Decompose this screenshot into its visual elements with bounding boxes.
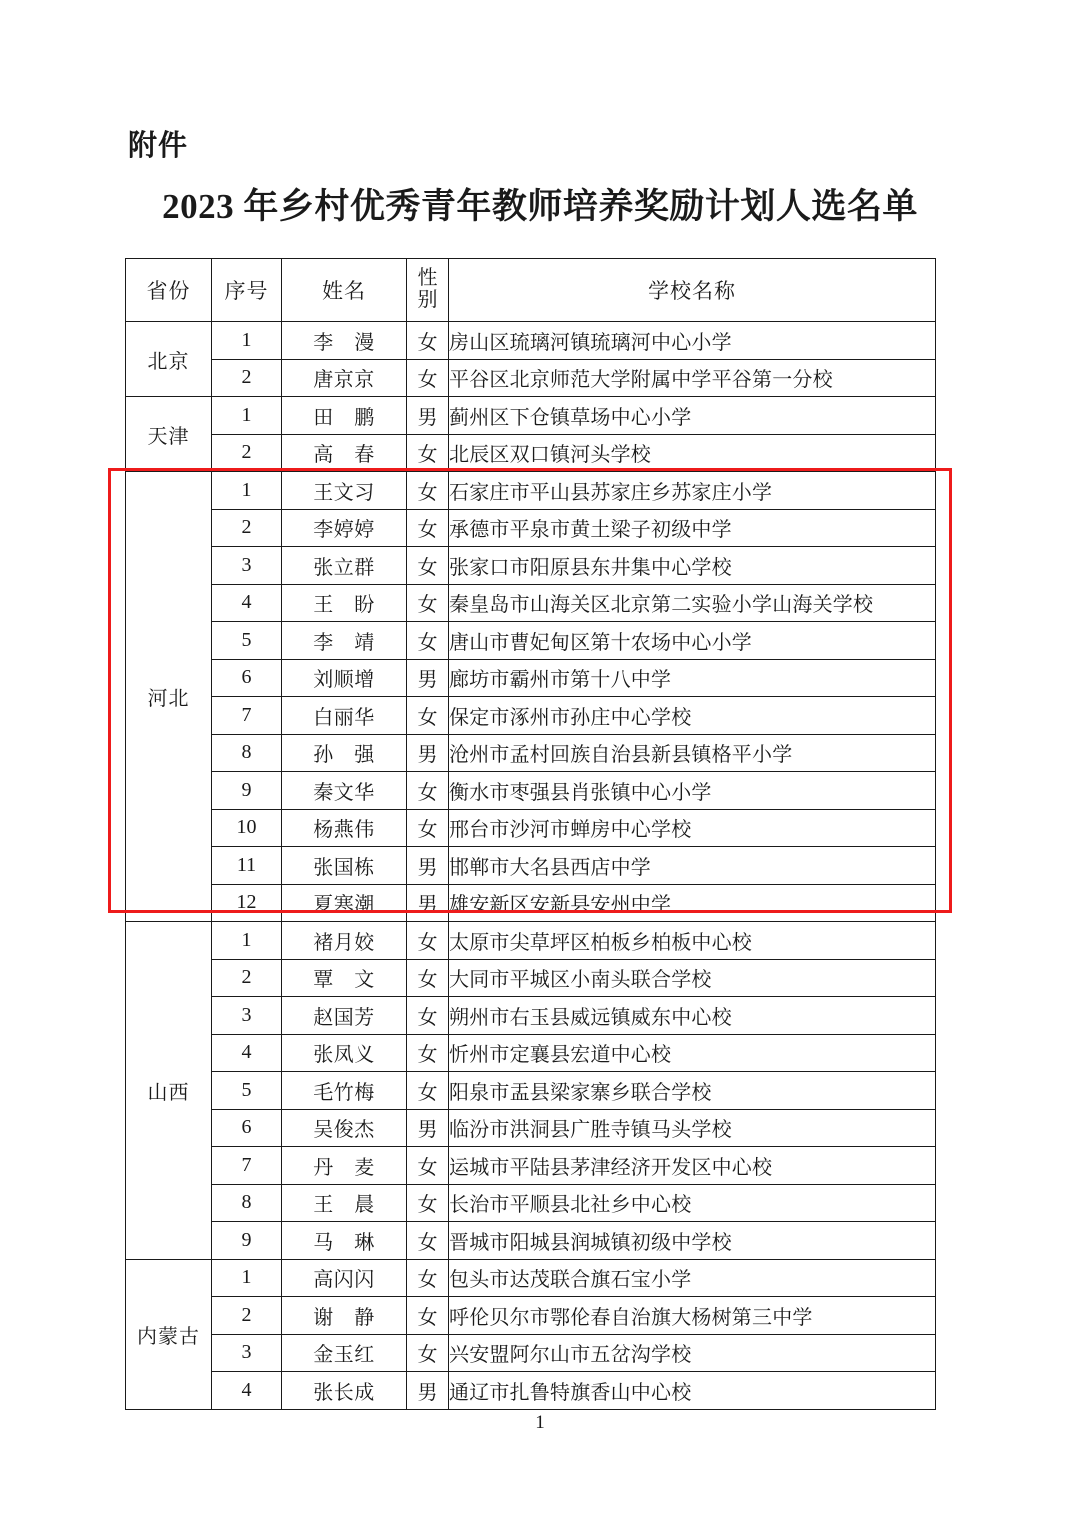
cell-sex: 女 [407, 809, 449, 847]
cell-name: 覃 文 [282, 959, 407, 997]
cell-name: 吴俊杰 [282, 1109, 407, 1147]
cell-school: 廊坊市霸州市第十八中学 [449, 659, 936, 697]
cell-name: 毛竹梅 [282, 1072, 407, 1110]
cell-school: 忻州市定襄县宏道中心校 [449, 1034, 936, 1072]
cell-name: 李婷婷 [282, 509, 407, 547]
cell-name: 高 春 [282, 434, 407, 472]
cell-name: 张长成 [282, 1372, 407, 1410]
cell-index: 7 [212, 1147, 282, 1185]
cell-school: 包头市达茂联合旗石宝小学 [449, 1259, 936, 1297]
cell-school: 衡水市枣强县肖张镇中心小学 [449, 772, 936, 810]
cell-name: 李 漫 [282, 322, 407, 360]
cell-sex: 女 [407, 1072, 449, 1110]
cell-school: 临汾市洪洞县广胜寺镇马头学校 [449, 1109, 936, 1147]
cell-index: 12 [212, 884, 282, 922]
cell-index: 10 [212, 809, 282, 847]
cell-sex: 女 [407, 1334, 449, 1372]
roster-table [125, 258, 936, 1410]
cell-sex: 男 [407, 734, 449, 772]
cell-index: 8 [212, 734, 282, 772]
table-row [126, 997, 936, 1035]
cell-name: 谢 静 [282, 1297, 407, 1335]
cell-sex: 男 [407, 397, 449, 435]
table-row [126, 584, 936, 622]
cell-name: 李 靖 [282, 622, 407, 660]
column-header-sex [407, 259, 449, 322]
cell-sex: 男 [407, 1372, 449, 1410]
cell-name: 丹 麦 [282, 1147, 407, 1185]
cell-school: 通辽市扎鲁特旗香山中心校 [449, 1372, 936, 1410]
cell-name: 杨燕伟 [282, 809, 407, 847]
cell-index: 6 [212, 1109, 282, 1147]
cell-name: 王 盼 [282, 584, 407, 622]
table-row [126, 1072, 936, 1110]
cell-sex: 女 [407, 1034, 449, 1072]
table-row [126, 509, 936, 547]
cell-school: 大同市平城区小南头联合学校 [449, 959, 936, 997]
cell-sex: 女 [407, 772, 449, 810]
cell-school: 房山区琉璃河镇琉璃河中心小学 [449, 322, 936, 360]
table-row [126, 359, 936, 397]
cell-index: 3 [212, 547, 282, 585]
cell-index: 2 [212, 1297, 282, 1335]
cell-province: 内蒙古 [126, 1259, 212, 1409]
cell-sex: 女 [407, 622, 449, 660]
cell-school: 邯郸市大名县西店中学 [449, 847, 936, 885]
table-body [126, 322, 936, 1410]
cell-school: 石家庄市平山县苏家庄乡苏家庄小学 [449, 472, 936, 510]
table-row [126, 1372, 936, 1410]
cell-name: 唐京京 [282, 359, 407, 397]
cell-sex: 女 [407, 509, 449, 547]
page-number: 1 [535, 1412, 545, 1433]
cell-school: 太原市尖草坪区柏板乡柏板中心校 [449, 922, 936, 960]
cell-school: 唐山市曹妃甸区第十农场中心小学 [449, 622, 936, 660]
cell-sex: 女 [407, 1222, 449, 1260]
cell-school: 邢台市沙河市蝉房中心学校 [449, 809, 936, 847]
cell-sex: 男 [407, 1109, 449, 1147]
cell-province: 北京 [126, 322, 212, 397]
cell-index: 9 [212, 1222, 282, 1260]
cell-index: 3 [212, 997, 282, 1035]
cell-school: 兴安盟阿尔山市五岔沟学校 [449, 1334, 936, 1372]
table-row [126, 1297, 936, 1335]
table-row [126, 1034, 936, 1072]
cell-index: 8 [212, 1184, 282, 1222]
cell-sex: 女 [407, 1259, 449, 1297]
cell-province: 河北 [126, 472, 212, 922]
cell-index: 6 [212, 659, 282, 697]
cell-sex: 女 [407, 959, 449, 997]
column-header-sex-line1: 性 [417, 267, 438, 290]
table-row [126, 659, 936, 697]
cell-province: 天津 [126, 397, 212, 472]
cell-school: 阳泉市盂县梁家寨乡联合学校 [449, 1072, 936, 1110]
cell-index: 2 [212, 509, 282, 547]
cell-sex: 女 [407, 1297, 449, 1335]
cell-sex: 女 [407, 547, 449, 585]
table-head [126, 259, 936, 322]
cell-index: 2 [212, 359, 282, 397]
cell-index: 3 [212, 1334, 282, 1372]
cell-index: 5 [212, 622, 282, 660]
cell-name: 刘顺增 [282, 659, 407, 697]
cell-school: 承德市平泉市黄土梁子初级中学 [449, 509, 936, 547]
cell-school: 朔州市右玉县威远镇威东中心校 [449, 997, 936, 1035]
cell-name: 孙 强 [282, 734, 407, 772]
cell-name: 张立群 [282, 547, 407, 585]
cell-sex: 女 [407, 922, 449, 960]
table-row [126, 1184, 936, 1222]
cell-sex: 男 [407, 884, 449, 922]
table-row [126, 734, 936, 772]
cell-school: 保定市涿州市孙庄中心学校 [449, 697, 936, 735]
column-header-index: 序号 [212, 259, 282, 322]
cell-sex: 女 [407, 584, 449, 622]
cell-name: 张凤义 [282, 1034, 407, 1072]
cell-school: 呼伦贝尔市鄂伦春自治旗大杨树第三中学 [449, 1297, 936, 1335]
cell-school: 秦皇岛市山海关区北京第二实验小学山海关学校 [449, 584, 936, 622]
cell-school: 晋城市阳城县润城镇初级中学校 [449, 1222, 936, 1260]
table-row [126, 1109, 936, 1147]
table-row [126, 397, 936, 435]
cell-index: 1 [212, 1259, 282, 1297]
cell-school: 蓟州区下仓镇草场中心小学 [449, 397, 936, 435]
cell-index: 1 [212, 472, 282, 510]
cell-index: 4 [212, 1372, 282, 1410]
table-row [126, 472, 936, 510]
table-row [126, 622, 936, 660]
cell-school: 张家口市阳原县东井集中心学校 [449, 547, 936, 585]
roster-table-container [125, 258, 935, 1410]
cell-index: 2 [212, 434, 282, 472]
cell-sex: 女 [407, 434, 449, 472]
cell-sex: 男 [407, 847, 449, 885]
cell-name: 金玉红 [282, 1334, 407, 1372]
table-row [126, 959, 936, 997]
cell-province: 山西 [126, 922, 212, 1260]
cell-index: 1 [212, 397, 282, 435]
page-title: 2023 年乡村优秀青年教师培养奖励计划人选名单 [162, 187, 918, 226]
cell-sex: 男 [407, 659, 449, 697]
cell-sex: 女 [407, 697, 449, 735]
cell-name: 秦文华 [282, 772, 407, 810]
table-row [126, 922, 936, 960]
cell-name: 赵国芳 [282, 997, 407, 1035]
table-row [126, 1259, 936, 1297]
cell-sex: 女 [407, 1147, 449, 1185]
cell-sex: 女 [407, 997, 449, 1035]
table-row [126, 1147, 936, 1185]
cell-name: 张国栋 [282, 847, 407, 885]
table-row [126, 434, 936, 472]
column-header-name: 姓名 [282, 259, 407, 322]
cell-index: 1 [212, 922, 282, 960]
column-header-sex-line2: 别 [417, 289, 438, 311]
cell-name: 王 晨 [282, 1184, 407, 1222]
cell-name: 褚月姣 [282, 922, 407, 960]
table-row [126, 847, 936, 885]
table-header-row [126, 259, 936, 322]
cell-index: 2 [212, 959, 282, 997]
cell-name: 田 鹏 [282, 397, 407, 435]
cell-index: 4 [212, 584, 282, 622]
cell-name: 马 琳 [282, 1222, 407, 1260]
column-header-school: 学校名称 [449, 259, 936, 322]
cell-sex: 女 [407, 1184, 449, 1222]
cell-school: 沧州市孟村回族自治县新县镇格平小学 [449, 734, 936, 772]
cell-index: 11 [212, 847, 282, 885]
attachment-label: 附件 [128, 130, 189, 162]
cell-name: 高闪闪 [282, 1259, 407, 1297]
cell-sex: 女 [407, 322, 449, 360]
table-row [126, 1334, 936, 1372]
cell-name: 白丽华 [282, 697, 407, 735]
cell-index: 5 [212, 1072, 282, 1110]
cell-name: 夏寒潮 [282, 884, 407, 922]
cell-name: 王文习 [282, 472, 407, 510]
cell-index: 9 [212, 772, 282, 810]
cell-sex: 女 [407, 359, 449, 397]
table-row [126, 547, 936, 585]
table-row [126, 772, 936, 810]
table-row [126, 809, 936, 847]
cell-index: 4 [212, 1034, 282, 1072]
column-header-province: 省份 [126, 259, 212, 322]
cell-school: 长治市平顺县北社乡中心校 [449, 1184, 936, 1222]
cell-school: 雄安新区安新县安州中学 [449, 884, 936, 922]
table-row [126, 1222, 936, 1260]
table-row [126, 697, 936, 735]
cell-school: 平谷区北京师范大学附属中学平谷第一分校 [449, 359, 936, 397]
cell-index: 1 [212, 322, 282, 360]
cell-school: 北辰区双口镇河头学校 [449, 434, 936, 472]
cell-sex: 女 [407, 472, 449, 510]
cell-index: 7 [212, 697, 282, 735]
table-row [126, 884, 936, 922]
cell-school: 运城市平陆县茅津经济开发区中心校 [449, 1147, 936, 1185]
table-row [126, 322, 936, 360]
